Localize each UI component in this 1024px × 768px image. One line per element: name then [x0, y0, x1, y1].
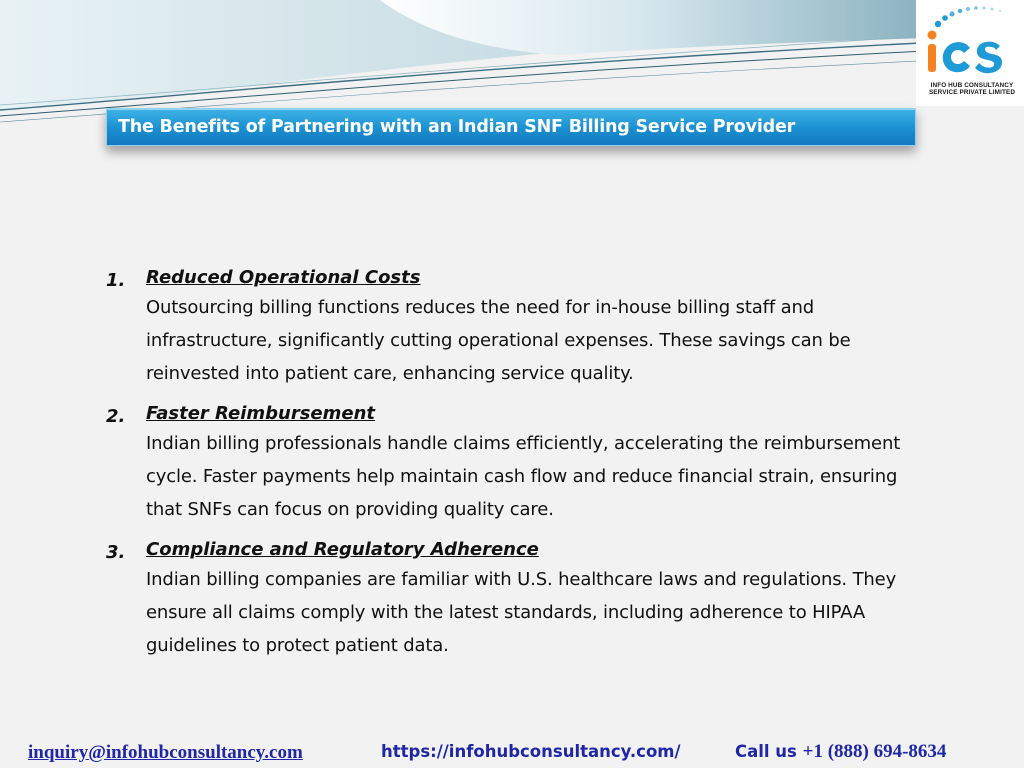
footer-phone[interactable]	[735, 741, 946, 763]
benefits-list	[106, 264, 906, 672]
benefit-number: 1.	[106, 270, 126, 291]
footer-phone-label: Call us	[735, 742, 803, 761]
logo-company-line2: SERVICE PRIVATE LIMITED	[928, 89, 1016, 96]
benefit-number: 2.	[106, 406, 126, 427]
footer	[0, 740, 1024, 768]
benefit-heading: Compliance and Regulatory Adherence	[146, 539, 539, 560]
slide-title-bar	[106, 108, 916, 146]
footer-email-link[interactable]: inquiry@infohubconsultancy.com	[28, 742, 303, 763]
footer-phone-number: +1 (888) 694-8634	[802, 741, 947, 762]
benefit-item-2	[106, 400, 906, 526]
benefit-item-3	[106, 536, 906, 662]
footer-website-link[interactable]: https://infohubconsultancy.com/	[381, 742, 681, 761]
benefit-body: Indian billing professionals handle claims efficiently, accelerating the reimbursement cycle. Faster payments help maintain cash flow and reduce financial strain, ensuring that SNFs can focus on providing quality care.	[146, 433, 901, 520]
logo-company-name	[922, 82, 1022, 96]
benefit-heading: Faster Reimbursement	[146, 403, 376, 424]
ics-logo	[916, 0, 1024, 106]
benefit-number: 3.	[106, 542, 126, 563]
benefit-body: Outsourcing billing functions reduces the need for in-house billing staff and infrastructure, significantly cutting operational expenses. These savings can be reinvested into patient care, enhancing service quality.	[146, 297, 851, 384]
ics-logo-mark	[916, 0, 1024, 82]
benefit-body: Indian billing companies are familiar with U.S. healthcare laws and regulations. They ensure all claims comply with the latest standards, including adherence to HIPAA guidelines to protect patient data.	[146, 569, 897, 656]
benefit-heading: Reduced Operational Costs	[146, 267, 421, 288]
logo-company-line1: INFO HUB CONSULTANCY	[930, 82, 1014, 89]
slide-title: The Benefits of Partnering with an Indian SNF Billing Service Provider	[118, 117, 796, 137]
benefit-item-1	[106, 264, 906, 390]
